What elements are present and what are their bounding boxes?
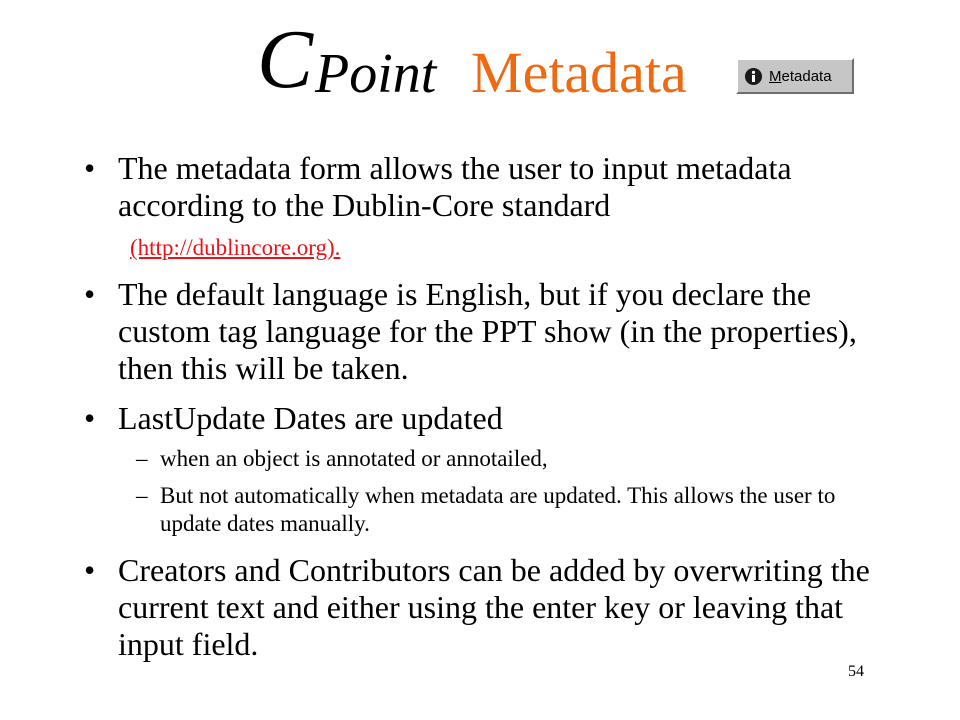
metadata-button-accesskey: M xyxy=(769,67,782,85)
sub-bullet-dash: – xyxy=(136,446,148,471)
dublincore-link[interactable]: (http://dublincore.org). xyxy=(130,235,341,260)
sub-bullet-text: But not automatically when metadata are updated. This allows the user to update dates manually. xyxy=(160,483,836,536)
bullet-dot: • xyxy=(84,400,96,436)
page-number: 54 xyxy=(848,663,864,680)
bullet-dot: • xyxy=(84,276,96,312)
bullet-item xyxy=(80,400,880,437)
bullet-dot: • xyxy=(84,150,96,186)
title-point-word: Point xyxy=(315,43,437,105)
bullet-text: LastUpdate Dates are updated xyxy=(118,400,503,436)
metadata-button-label-rest: etadata xyxy=(781,67,832,85)
sub-bullet-item xyxy=(80,445,880,473)
bullet-dot: • xyxy=(84,552,96,588)
title-metadata-word: Metadata xyxy=(471,40,687,105)
metadata-button-label xyxy=(769,68,832,85)
bullet-item xyxy=(80,276,880,387)
bullet-item xyxy=(80,552,880,663)
bullet-text: The default language is English, but if you declare the custom tag language for the PPT show (in the properties), then this will be taken. xyxy=(118,276,857,386)
sub-bullet-dash: – xyxy=(136,483,148,508)
link-line xyxy=(80,234,880,262)
sub-bullet-item xyxy=(80,482,880,538)
bullet-item xyxy=(80,150,880,224)
bullet-text: The metadata form allows the user to input metadata according to the Dublin-Core standard xyxy=(118,150,792,223)
info-icon xyxy=(744,67,763,86)
bullet-text: Creators and Contributors can be added by overwriting the current text and either using the enter key or leaving that input field. xyxy=(118,552,870,662)
slide-body xyxy=(80,150,880,663)
title-c-letter: C xyxy=(257,13,314,106)
metadata-button[interactable] xyxy=(736,58,854,94)
sub-bullet-text: when an object is annotated or annotailed, xyxy=(160,446,548,471)
